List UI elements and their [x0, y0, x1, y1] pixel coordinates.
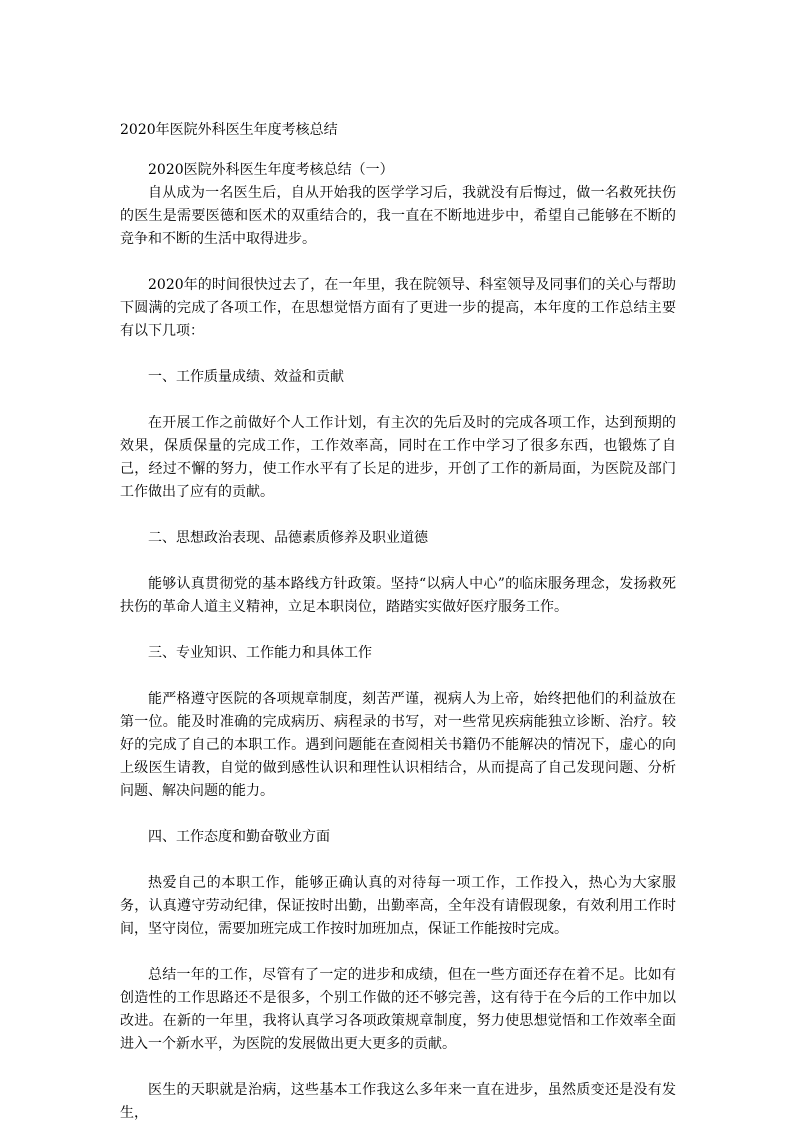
section-heading-4: 四、工作态度和勤奋敬业方面 [148, 829, 330, 845]
paragraph-spacer [120, 803, 676, 826]
paragraph-spacer [120, 665, 676, 688]
document-title: 2020年医院外科医生年度考核总结 [120, 122, 338, 138]
paragraph-spacer [120, 1056, 676, 1079]
paragraph-intro: 自从成为一名医生后，自从开始我的医学学习后，我就没有后悔过，做一名救死扶伤的医生是需要医德和医术的双重结合的，我一直在不断地进步中，希望自己能够在不断的竞争和不断的生活中取得进步。 [120, 185, 676, 247]
paragraph-year-summary: 2020年的时间很快过去了，在一年里，我在院领导、科室领导及同事们的关心与帮助下圆满的完成了各项工作，在思想觉悟方面有了更进一步的提高，本年度的工作总结主要有以下几项： [120, 277, 676, 339]
section-heading-3: 三、专业知识、工作能力和具体工作 [148, 645, 372, 661]
paragraph-spacer [120, 619, 676, 642]
document-subtitle: 2020医院外科医生年度考核总结（一） [148, 162, 394, 178]
section-heading-1: 一、工作质量成绩、效益和贡献 [148, 369, 344, 385]
paragraph-spacer [120, 389, 676, 412]
paragraph-conclusion: 总结一年的工作，尽管有了一定的进步和成绩，但在一些方面还存在着不足。比如有创造性的工作思路还不是很多，个别工作做的还不够完善，这有待于在今后的工作中加以改进。在新的一年里，我将认真学习各项政策规章制度，努力使思想觉悟和工作效率全面进入一个新水平，为医院的发展做出更大更多的贡献。 [120, 967, 676, 1052]
paragraph-spacer [120, 251, 676, 274]
paragraph-section-3: 能严格遵守医院的各项规章制度，刻苦严谨，视病人为上帝，始终把他们的利益放在第一位。能及时准确的完成病历、病程录的书写，对一些常见疾病能独立诊断、治疗。较好的完成了自己的本职工作。遇到问题能在查阅相关书籍仍不能解决的情况下，虚心的向上级医生请教，自觉的做到感性认识和理性认识相结合，从而提高了自己发现问题、分析问题、解决问题的能力。 [120, 691, 676, 799]
paragraph-spacer [120, 550, 676, 573]
section-heading-2: 二、思想政治表现、品德素质修养及职业道德 [148, 530, 428, 546]
paragraph-closing: 医生的天职就是治病，这些基本工作我这么多年来一直在进步，虽然质变还是没有发生， [120, 1082, 676, 1121]
paragraph-spacer [120, 941, 676, 964]
paragraph-spacer [120, 849, 676, 872]
paragraph-section-1: 在开展工作之前做好个人工作计划，有主次的先后及时的完成各项工作，达到预期的效果，保质保量的完成工作，工作效率高，同时在工作中学习了很多东西，也锻炼了自己，经过不懈的努力，使工作水平有了长足的进步，开创了工作的新局面，为医院及部门工作做出了应有的贡献。 [120, 415, 676, 500]
paragraph-spacer [120, 504, 676, 527]
paragraph-section-2: 能够认真贯彻党的基本路线方针政策。坚持“以病人中心”的临床服务理念，发扬救死扶伤的革命人道主义精神，立足本职岗位，踏踏实实做好医疗服务工作。 [120, 576, 676, 615]
paragraph-spacer [120, 343, 676, 366]
document-body [120, 160, 676, 1125]
paragraph-section-4: 热爱自己的本职工作，能够正确认真的对待每一项工作，工作投入，热心为大家服务，认真遵守劳动纪律，保证按时出勤，出勤率高，全年没有请假现象，有效利用工作时间，坚守岗位，需要加班完成工作按时加班加点，保证工作能按时完成。 [120, 875, 676, 937]
